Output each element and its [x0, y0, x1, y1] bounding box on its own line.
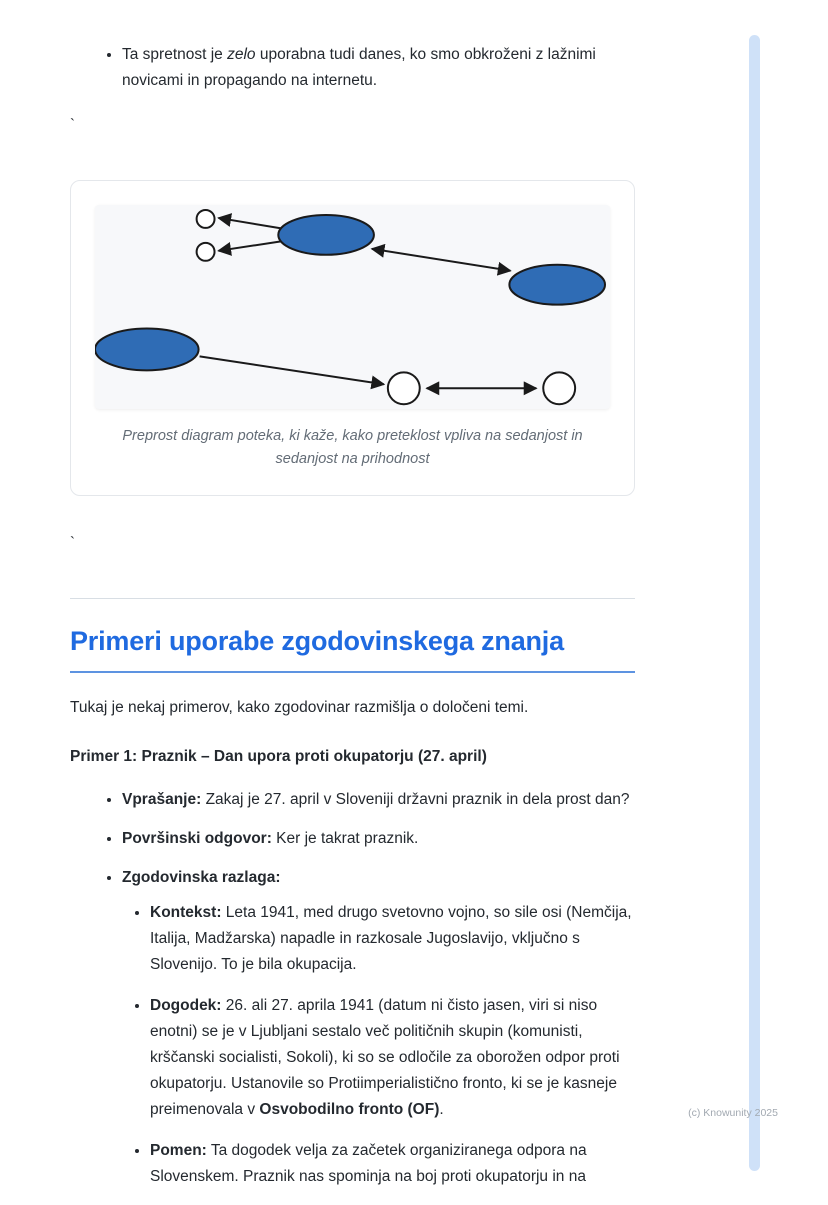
list-item — [150, 993, 635, 1123]
bullet-text-pre: Ta spretnost je — [122, 46, 228, 63]
list-item — [122, 787, 635, 813]
bullet-label: Zgodovinska razlaga: — [122, 869, 281, 887]
bullet-label: Površinski odgovor: — [122, 830, 272, 848]
document-content — [70, 0, 635, 1205]
bullet-text-after: . — [439, 1101, 444, 1119]
copyright-label: (c) Knowunity 2025 — [688, 1107, 778, 1119]
circle-node — [388, 372, 420, 404]
figure-caption: Preprost diagram poteka, ki kaže, kako preteklost vpliva na sedanjost in sedanjost na prihodnost — [122, 428, 583, 468]
bullet-text-post: uporabna tudi danes, ko smo obkroženi z lažnimi novicami in propagando na internetu. — [122, 46, 596, 89]
list-item — [122, 865, 635, 1190]
section-title: Primeri uporabe zgodovinskega znanja — [70, 625, 635, 673]
list-item — [122, 826, 635, 852]
bullet-text: 26. ali 27. aprila 1941 (datum ni čisto jasen, viri si niso enotni) se je v Ljubljani sestalo več političnih skupin (komunisti, krščanski socialisti, Sokoli), ki so se odločile za oborožen odpor proti okupatorju. Ustanovile so Protiimperialistično fronto, ki se je kasneje preimenovala v — [150, 997, 620, 1119]
ellipse-node — [278, 215, 374, 255]
stray-backtick: ` — [70, 534, 75, 552]
ellipse-node — [509, 265, 605, 305]
figure-card — [70, 180, 635, 496]
example-bullet-list — [70, 787, 635, 1190]
bullet-text-italic: zelo — [227, 46, 256, 63]
arrow-connector — [219, 218, 285, 229]
stray-backtick: ` — [70, 116, 75, 133]
bullet-label: Vprašanje: — [122, 791, 202, 809]
list-item — [150, 1138, 635, 1190]
circle-node — [197, 210, 215, 228]
bullet-label: Kontekst: — [150, 904, 222, 922]
flow-diagram-image — [95, 205, 610, 409]
circle-node — [543, 372, 575, 404]
list-item — [150, 900, 635, 978]
example-heading: Primer 1: Praznik – Dan upora proti okupatorju (27. april) — [70, 748, 487, 766]
arrow-connector — [219, 241, 285, 251]
double-arrow-connector — [372, 249, 510, 271]
scrollbar-thumb[interactable] — [749, 35, 760, 1171]
section-divider — [70, 598, 635, 599]
section-intro: Tukaj je nekaj primerov, kako zgodovinar razmišlja o določeni temi. — [70, 699, 529, 717]
nested-bullet-list — [122, 900, 635, 1190]
diagram-panel — [95, 205, 610, 409]
intro-bullet-list — [70, 42, 635, 94]
circle-node — [197, 243, 215, 261]
bullet-label: Dogodek: — [150, 997, 222, 1015]
arrow-connector — [200, 356, 384, 384]
list-item — [122, 42, 635, 94]
bullet-text: Ta dogodek velja za začetek organiziranega odpora na Slovenskem. Praznik nas spominja na boj proti okupatorju in na — [150, 1142, 587, 1186]
bullet-bold-tail: Osvobodilno fronto (OF) — [259, 1101, 440, 1119]
ellipse-node — [95, 329, 199, 371]
bullet-text: Zakaj je 27. april v Sloveniji državni praznik in dela prost dan? — [201, 791, 630, 809]
bullet-text: Leta 1941, med drugo svetovno vojno, so sile osi (Nemčija, Italija, Madžarska) napadle in razkosale Jugoslavijo, vključno s Slovenijo. To je bila okupacija. — [150, 904, 632, 974]
bullet-text: Ker je takrat praznik. — [271, 830, 419, 848]
bullet-label: Pomen: — [150, 1142, 207, 1160]
